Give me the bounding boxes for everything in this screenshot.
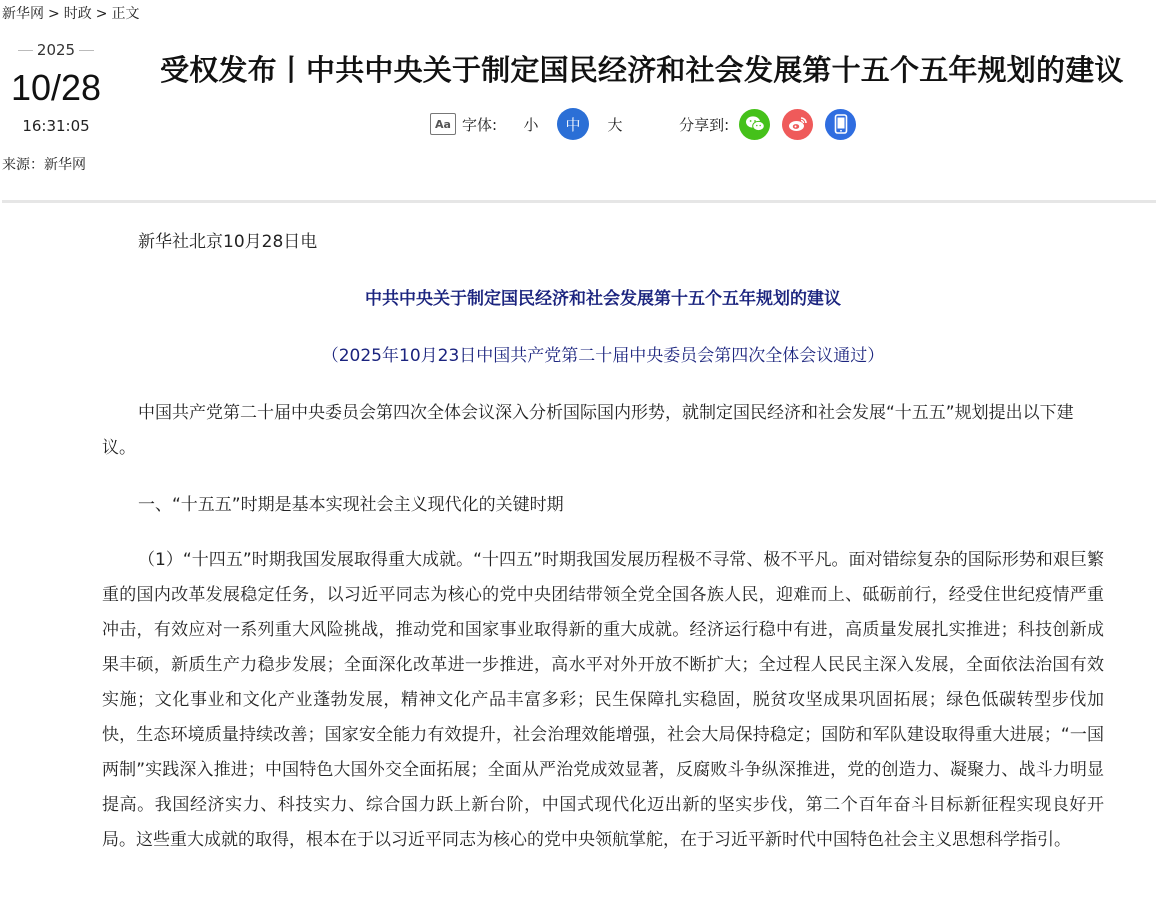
breadcrumb-politics-link[interactable]: 时政 bbox=[63, 6, 92, 22]
article-toolbar bbox=[430, 107, 868, 141]
share-weibo-button[interactable] bbox=[782, 109, 813, 140]
mobile-icon bbox=[834, 114, 848, 134]
publish-day: 10/28 bbox=[10, 67, 102, 108]
font-medium-button[interactable]: 中 bbox=[557, 108, 589, 140]
article-heading: 中共中央关于制定国民经济和社会发展第十五个五年规划的建议 bbox=[365, 289, 841, 309]
wechat-icon bbox=[745, 115, 765, 133]
article-subheading: （2025年10月23日中国共产党第二十届中央委员会第四次全体会议通过） bbox=[321, 346, 885, 366]
publish-date bbox=[0, 40, 112, 135]
article-dateline: 新华社北京10月28日电 bbox=[138, 232, 318, 252]
publish-year-text: 2025 bbox=[33, 41, 79, 59]
publish-year bbox=[0, 40, 112, 60]
share-mobile-button[interactable] bbox=[825, 109, 856, 140]
section-title: 一、“十五五”时期是基本实现社会主义现代化的关键时期 bbox=[138, 495, 564, 515]
weibo-icon bbox=[788, 115, 808, 133]
article-paragraph: （1）“十四五”时期我国发展取得重大成就。“十四五”时期我国发展历程极不寻常、极不平凡。面对错综复杂的国际形势和艰巨繁重的国内改革发展稳定任务，以习近平同志为核心的党中央团结带领全党全国各族人民，迎难而上、砥砺前行，经受住世纪疫情严重冲击，有效应对一系列重大风险挑战，推动党和国家事业取得新的重大成就。经济运行稳中有进，高质量发展扎实推进；科技创新成果丰硕，新质生产力稳步发展；全面深化改革进一步推进，高水平对外开放不断扩大；全过程人民民主深入发展，全面依法治国有效实施；文化事业和文化产业蓬勃发展，精神文化产品丰富多彩；民生保障扎实稳固，脱贫攻坚成果巩固拓展；绿色低碳转型步伐加快，生态环境质量持续改善；国家安全能力有效提升，社会治理效能增强，社会大局保持稳定；国防和军队建设取得重大进展；“一国两制”实践深入推进；中国特色大国外交全面拓展；全面从严治党成效显著，反腐败斗争纵深推进，党的创造力、凝聚力、战斗力明显提高。我国经济实力、科技实力、综合国力跃上新台阶，中国式现代化迈出新的坚实步伐，第二个百年奋斗目标新征程实现良好开局。这些重大成就的取得，根本在于以习近平同志为核心的党中央领航掌舵，在于习近平新时代中国特色社会主义思想科学指引。 bbox=[102, 550, 1104, 850]
share-label: 分享到: bbox=[679, 115, 730, 134]
breadcrumb-home-link[interactable]: 新华网 bbox=[2, 6, 44, 22]
font-large-button[interactable]: 大 bbox=[607, 115, 623, 134]
font-small-button[interactable]: 小 bbox=[523, 115, 539, 134]
publish-time: 16:31:05 bbox=[22, 117, 90, 135]
header-divider bbox=[2, 200, 1156, 203]
page-title: 受权发布丨中共中央关于制定国民经济和社会发展第十五个五年规划的建议 bbox=[160, 53, 1124, 87]
share-wechat-button[interactable] bbox=[739, 109, 770, 140]
breadcrumb bbox=[2, 3, 139, 23]
breadcrumb-separator: > bbox=[95, 6, 108, 22]
article-intro: 中国共产党第二十届中央委员会第四次全体会议深入分析国际国内形势，就制定国民经济和社会发展“十五五”规划提出以下建议。 bbox=[102, 403, 1074, 458]
article-body bbox=[102, 225, 1104, 858]
font-size-icon: Aa bbox=[430, 113, 456, 135]
breadcrumb-separator: > bbox=[48, 6, 60, 22]
article-source: 来源：新华网 bbox=[2, 157, 86, 173]
breadcrumb-current: 正文 bbox=[111, 6, 140, 22]
font-size-label: 字体: bbox=[462, 115, 498, 134]
